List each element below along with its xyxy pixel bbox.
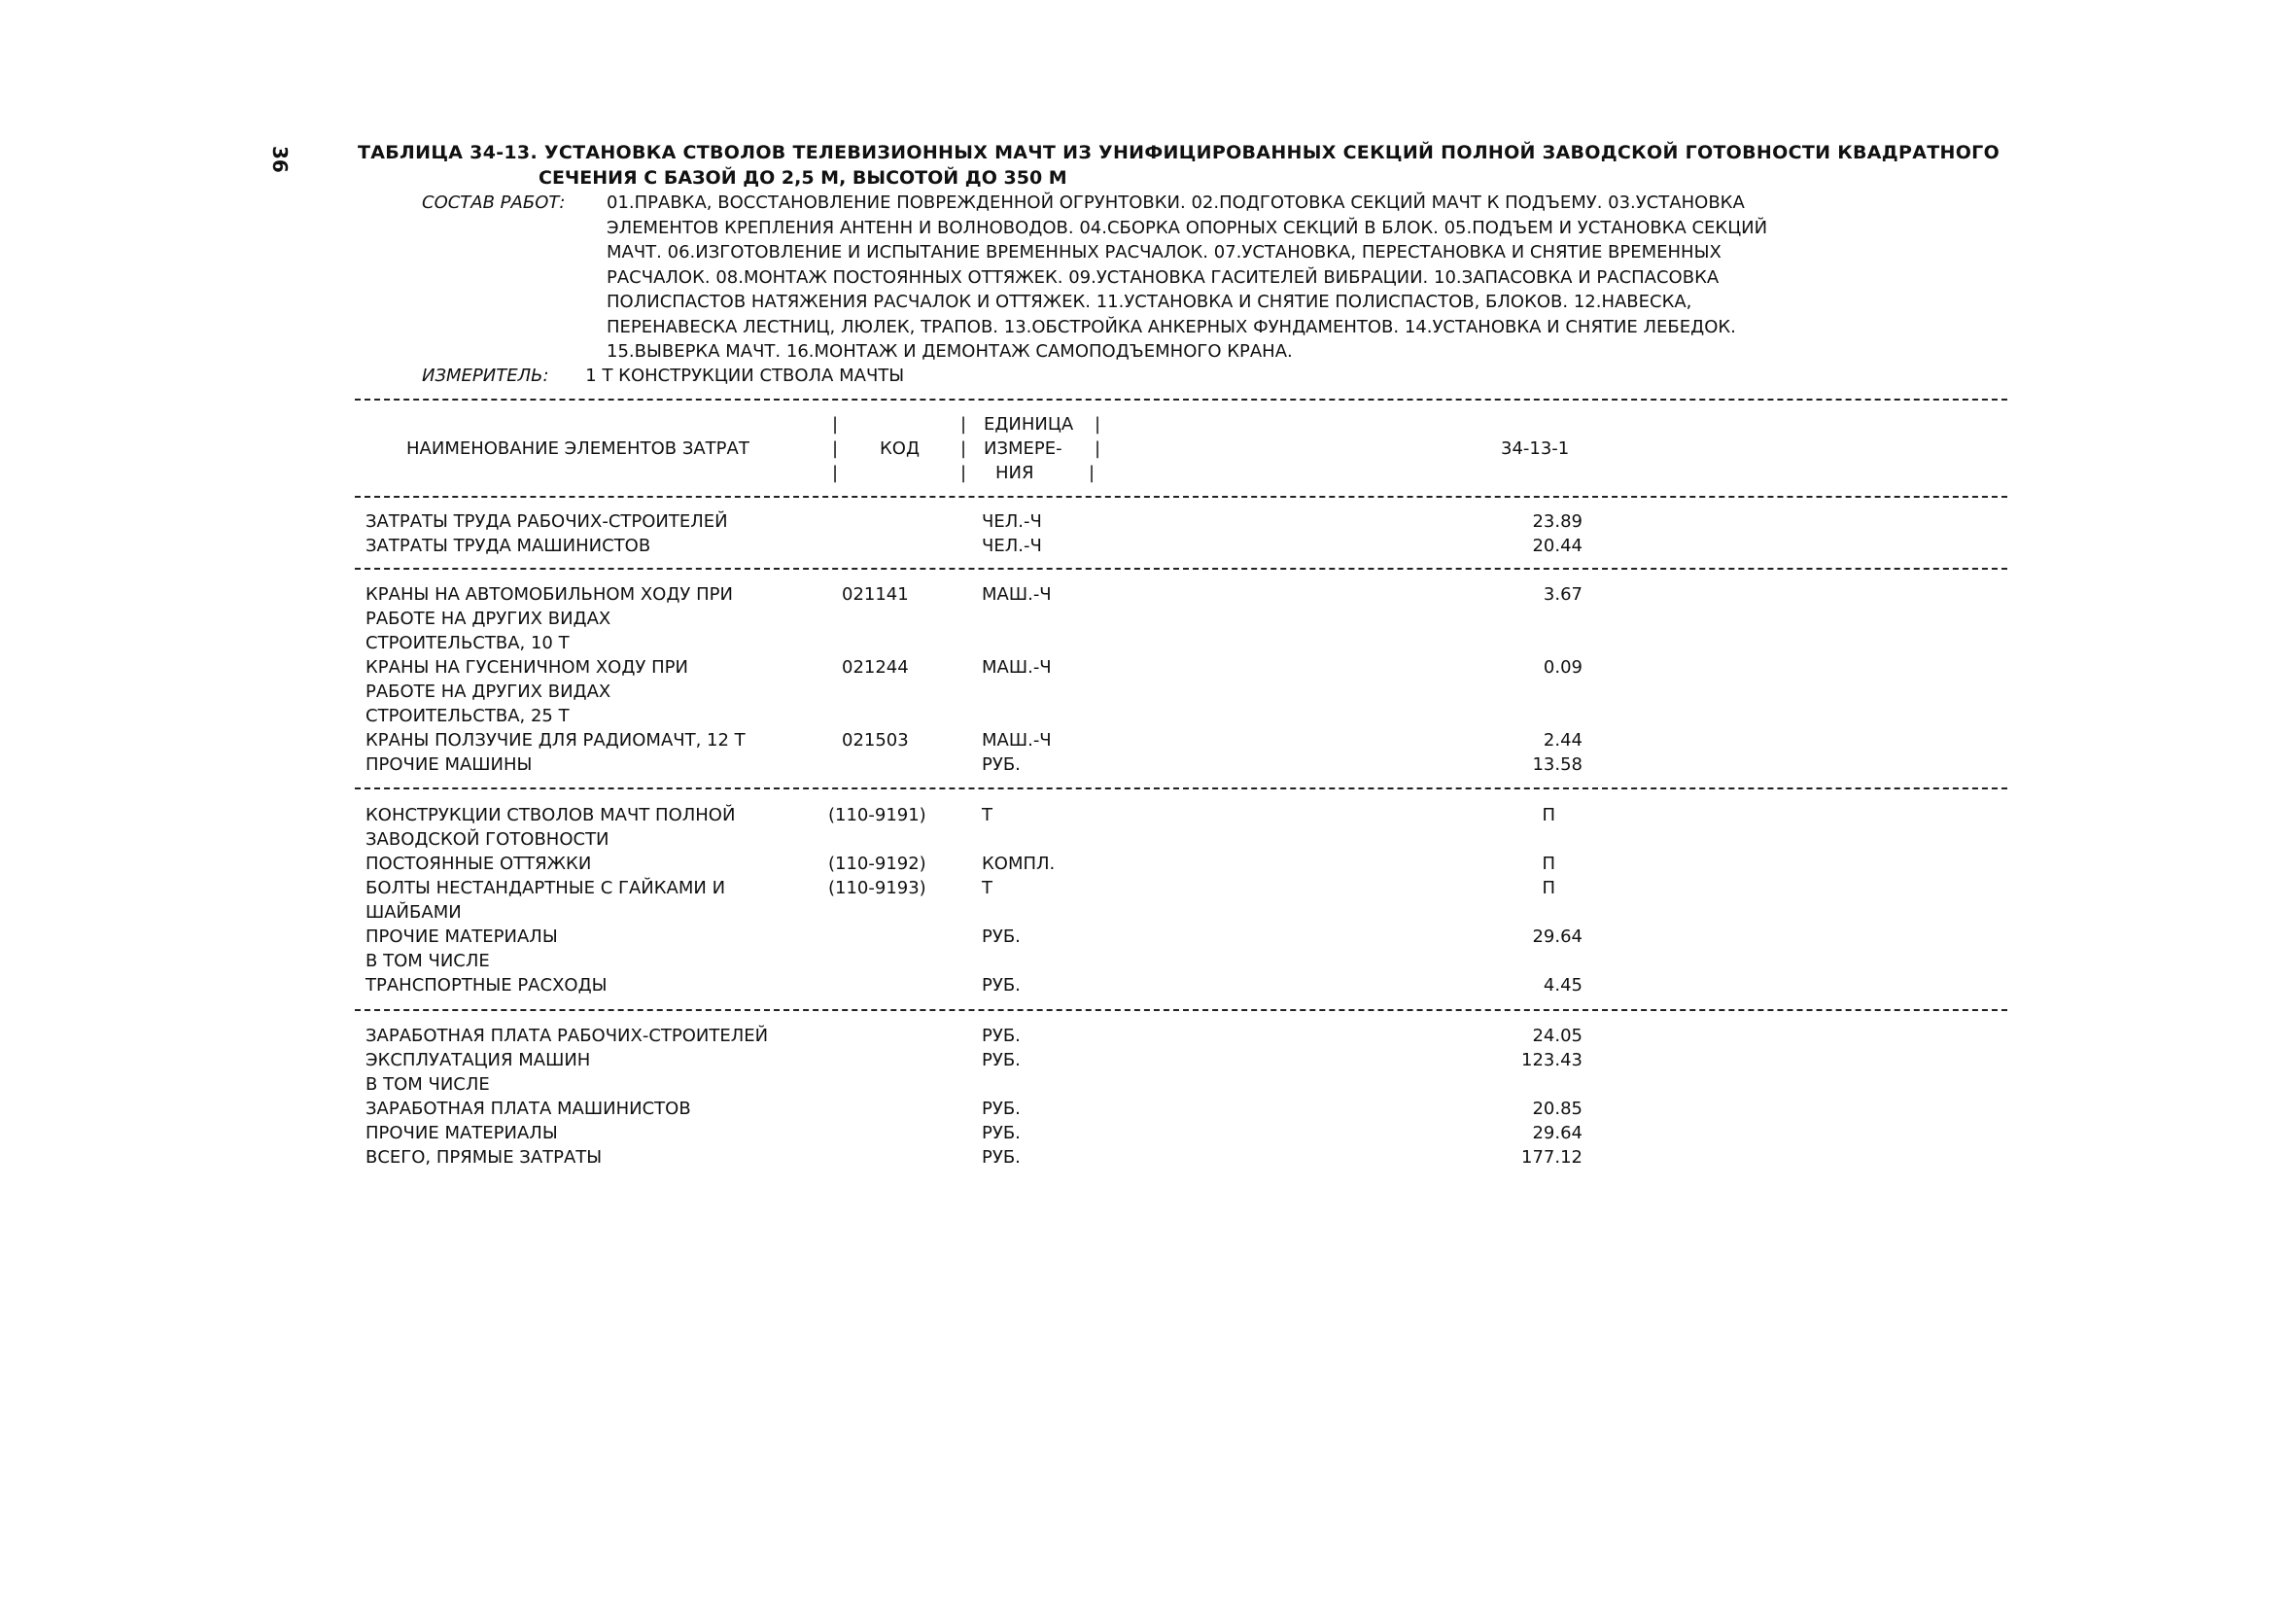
row-unit: МАШ.-Ч bbox=[982, 584, 1052, 605]
row-unit: РУБ. bbox=[982, 1147, 1021, 1168]
column-header-value: 34-13-1 bbox=[1501, 438, 1570, 459]
row-name: ТРАНСПОРТНЫЕ РАСХОДЫ bbox=[365, 975, 608, 996]
row-value: 20.44 bbox=[1532, 536, 1583, 556]
row-unit: РУБ. bbox=[982, 1123, 1021, 1143]
row-name: ЗАВОДСКОЙ ГОТОВНОСТИ bbox=[365, 829, 609, 850]
work-composition-line: ПОЛИСПАСТОВ НАТЯЖЕНИЯ РАСЧАЛОК И ОТТЯЖЕК. 11.УСТАНОВКА И СНЯТИЕ ПОЛИСПАСТОВ, БЛОКОВ. 12.НАВЕСКА, bbox=[607, 292, 1692, 312]
measure-unit-value: 1 Т КОНСТРУКЦИИ СТВОЛА МАЧТЫ bbox=[585, 366, 905, 386]
row-unit: РУБ. bbox=[982, 1050, 1021, 1070]
work-composition-line: МАЧТ. 06.ИЗГОТОВЛЕНИЕ И ИСПЫТАНИЕ ВРЕМЕННЫХ РАСЧАЛОК. 07.УСТАНОВКА, ПЕРЕСТАНОВКА И СНЯТИЕ ВРЕМЕННЫХ bbox=[607, 242, 1722, 262]
row-value: 20.85 bbox=[1532, 1099, 1583, 1119]
row-value: П bbox=[1542, 805, 1555, 825]
row-value: П bbox=[1542, 854, 1555, 874]
row-name: ЗАРАБОТНАЯ ПЛАТА РАБОЧИХ-СТРОИТЕЛЕЙ bbox=[365, 1026, 769, 1046]
row-name: СТРОИТЕЛЬСТВА, 25 Т bbox=[365, 706, 570, 726]
column-separator: | bbox=[1095, 438, 1101, 459]
row-name: ПРОЧИЕ МАТЕРИАЛЫ bbox=[365, 1123, 558, 1143]
work-composition-label: СОСТАВ РАБОТ: bbox=[422, 192, 566, 213]
column-header-unit-line1: ЕДИНИЦА bbox=[984, 414, 1074, 435]
column-header-unit-line3: НИЯ bbox=[995, 463, 1034, 483]
row-unit: РУБ. bbox=[982, 1099, 1021, 1119]
row-unit: РУБ. bbox=[982, 754, 1021, 775]
page-number: 36 bbox=[268, 146, 292, 173]
row-name: БОЛТЫ НЕСТАНДАРТНЫЕ С ГАЙКАМИ И bbox=[365, 878, 726, 898]
row-code: 021503 bbox=[842, 730, 909, 751]
row-value: П bbox=[1542, 878, 1555, 898]
row-unit: ЧЕЛ.-Ч bbox=[982, 536, 1042, 556]
row-name: ПОСТОЯННЫЕ ОТТЯЖКИ bbox=[365, 854, 592, 874]
row-value: 29.64 bbox=[1532, 926, 1583, 947]
row-value: 13.58 bbox=[1532, 754, 1583, 775]
row-unit: ЧЕЛ.-Ч bbox=[982, 511, 1042, 532]
row-code: 021244 bbox=[842, 657, 909, 678]
column-separator: | bbox=[960, 414, 967, 435]
row-code: 021141 bbox=[842, 584, 909, 605]
row-unit: МАШ.-Ч bbox=[982, 730, 1052, 751]
work-composition-line: ЭЛЕМЕНТОВ КРЕПЛЕНИЯ АНТЕНН И ВОЛНОВОДОВ. 04.СБОРКА ОПОРНЫХ СЕКЦИЙ В БЛОК. 05.ПОДЪЕМ И УСТАНОВКА СЕКЦИЙ bbox=[607, 217, 1768, 238]
row-name: ВСЕГО, ПРЯМЫЕ ЗАТРАТЫ bbox=[365, 1147, 603, 1168]
divider bbox=[355, 1009, 2007, 1011]
row-value: 23.89 bbox=[1532, 511, 1583, 532]
column-header-name: НАИМЕНОВАНИЕ ЭЛЕМЕНТОВ ЗАТРАТ bbox=[406, 438, 749, 459]
column-separator: | bbox=[960, 463, 967, 483]
table-header bbox=[358, 140, 2030, 191]
column-separator: | bbox=[832, 414, 839, 435]
row-name: ЗАТРАТЫ ТРУДА РАБОЧИХ-СТРОИТЕЛЕЙ bbox=[365, 511, 728, 532]
row-name: ЗАРАБОТНАЯ ПЛАТА МАШИНИСТОВ bbox=[365, 1099, 691, 1119]
divider bbox=[355, 568, 2007, 570]
row-unit: РУБ. bbox=[982, 975, 1021, 996]
row-name: РАБОТЕ НА ДРУГИХ ВИДАХ bbox=[365, 609, 611, 629]
column-separator: | bbox=[960, 438, 967, 459]
work-composition-text bbox=[607, 191, 1977, 365]
row-unit: Т bbox=[982, 878, 992, 898]
row-name: ШАЙБАМИ bbox=[365, 902, 462, 923]
row-name: КРАНЫ НА АВТОМОБИЛЬНОМ ХОДУ ПРИ bbox=[365, 584, 733, 605]
row-name: В ТОМ ЧИСЛЕ bbox=[365, 951, 490, 971]
column-header-code: КОД bbox=[880, 438, 921, 459]
row-name: КОНСТРУКЦИИ СТВОЛОВ МАЧТ ПОЛНОЙ bbox=[365, 805, 736, 825]
row-unit: РУБ. bbox=[982, 926, 1021, 947]
row-code: (110-9193) bbox=[828, 878, 926, 898]
row-code: (110-9192) bbox=[828, 854, 926, 874]
divider bbox=[355, 496, 2007, 498]
work-composition-line: РАСЧАЛОК. 08.МОНТАЖ ПОСТОЯННЫХ ОТТЯЖЕК. 09.УСТАНОВКА ГАСИТЕЛЕЙ ВИБРАЦИИ. 10.ЗАПАСОВКА И РАСПАСОВКА bbox=[607, 266, 1720, 288]
row-name: ЭКСПЛУАТАЦИЯ МАШИН bbox=[365, 1050, 591, 1070]
column-separator: | bbox=[832, 463, 839, 483]
row-value: 24.05 bbox=[1532, 1026, 1583, 1046]
row-value: 123.43 bbox=[1521, 1050, 1583, 1070]
measure-unit bbox=[422, 366, 904, 386]
column-separator: | bbox=[1089, 463, 1096, 483]
column-separator: | bbox=[832, 438, 839, 459]
row-name: СТРОИТЕЛЬСТВА, 10 Т bbox=[365, 633, 570, 653]
measure-unit-label: ИЗМЕРИТЕЛЬ: bbox=[422, 366, 549, 386]
row-value: 4.45 bbox=[1543, 975, 1583, 996]
row-unit: РУБ. bbox=[982, 1026, 1021, 1046]
row-name: ПРОЧИЕ МАШИНЫ bbox=[365, 754, 533, 775]
row-value: 29.64 bbox=[1532, 1123, 1583, 1143]
row-unit: КОМПЛ. bbox=[982, 854, 1056, 874]
row-name: КРАНЫ ПОЛЗУЧИЕ ДЛЯ РАДИОМАЧТ, 12 Т bbox=[365, 730, 746, 751]
row-value: 177.12 bbox=[1521, 1147, 1583, 1168]
row-name: РАБОТЕ НА ДРУГИХ ВИДАХ bbox=[365, 682, 611, 702]
row-name: ЗАТРАТЫ ТРУДА МАШИНИСТОВ bbox=[365, 536, 651, 556]
work-composition-line: 15.ВЫВЕРКА МАЧТ. 16.МОНТАЖ И ДЕМОНТАЖ САМОПОДЪЕМНОГО КРАНА. bbox=[607, 341, 1293, 362]
work-composition-line: ПЕРЕНАВЕСКА ЛЕСТНИЦ, ЛЮЛЕК, ТРАПОВ. 13.ОБСТРОЙКА АНКЕРНЫХ ФУНДАМЕНТОВ. 14.УСТАНОВКА И СНЯТИЕ ЛЕБЕДОК. bbox=[607, 316, 1736, 337]
column-header-unit-line2: ИЗМЕРЕ- bbox=[984, 438, 1062, 459]
row-unit: МАШ.-Ч bbox=[982, 657, 1052, 678]
column-separator: | bbox=[1095, 414, 1101, 435]
work-composition-line: 01.ПРАВКА, ВОССТАНОВЛЕНИЕ ПОВРЕЖДЕННОЙ ОГРУНТОВКИ. 02.ПОДГОТОВКА СЕКЦИЙ МАЧТ К ПОДЪЕМУ. 03.УСТАНОВКА bbox=[607, 192, 1745, 213]
row-value: 3.67 bbox=[1543, 584, 1583, 605]
row-unit: Т bbox=[982, 805, 992, 825]
row-name: ПРОЧИЕ МАТЕРИАЛЫ bbox=[365, 926, 558, 947]
row-value: 0.09 bbox=[1543, 657, 1583, 678]
table-title: ТАБЛИЦА 34-13. УСТАНОВКА СТВОЛОВ ТЕЛЕВИЗИОННЫХ МАЧТ ИЗ УНИФИЦИРОВАННЫХ СЕКЦИЙ ПОЛНОЙ ЗАВОДСКОЙ ГОТОВНОСТИ КВАДРАТНОГО bbox=[358, 142, 2000, 163]
divider bbox=[355, 787, 2007, 789]
table-subtitle: СЕЧЕНИЯ С БАЗОЙ ДО 2,5 М, ВЫСОТОЙ ДО 350 М bbox=[539, 167, 1067, 189]
row-name: В ТОМ ЧИСЛЕ bbox=[365, 1074, 490, 1095]
divider bbox=[355, 399, 2007, 401]
row-code: (110-9191) bbox=[828, 805, 926, 825]
row-name: КРАНЫ НА ГУСЕНИЧНОМ ХОДУ ПРИ bbox=[365, 657, 688, 678]
row-value: 2.44 bbox=[1543, 730, 1583, 751]
